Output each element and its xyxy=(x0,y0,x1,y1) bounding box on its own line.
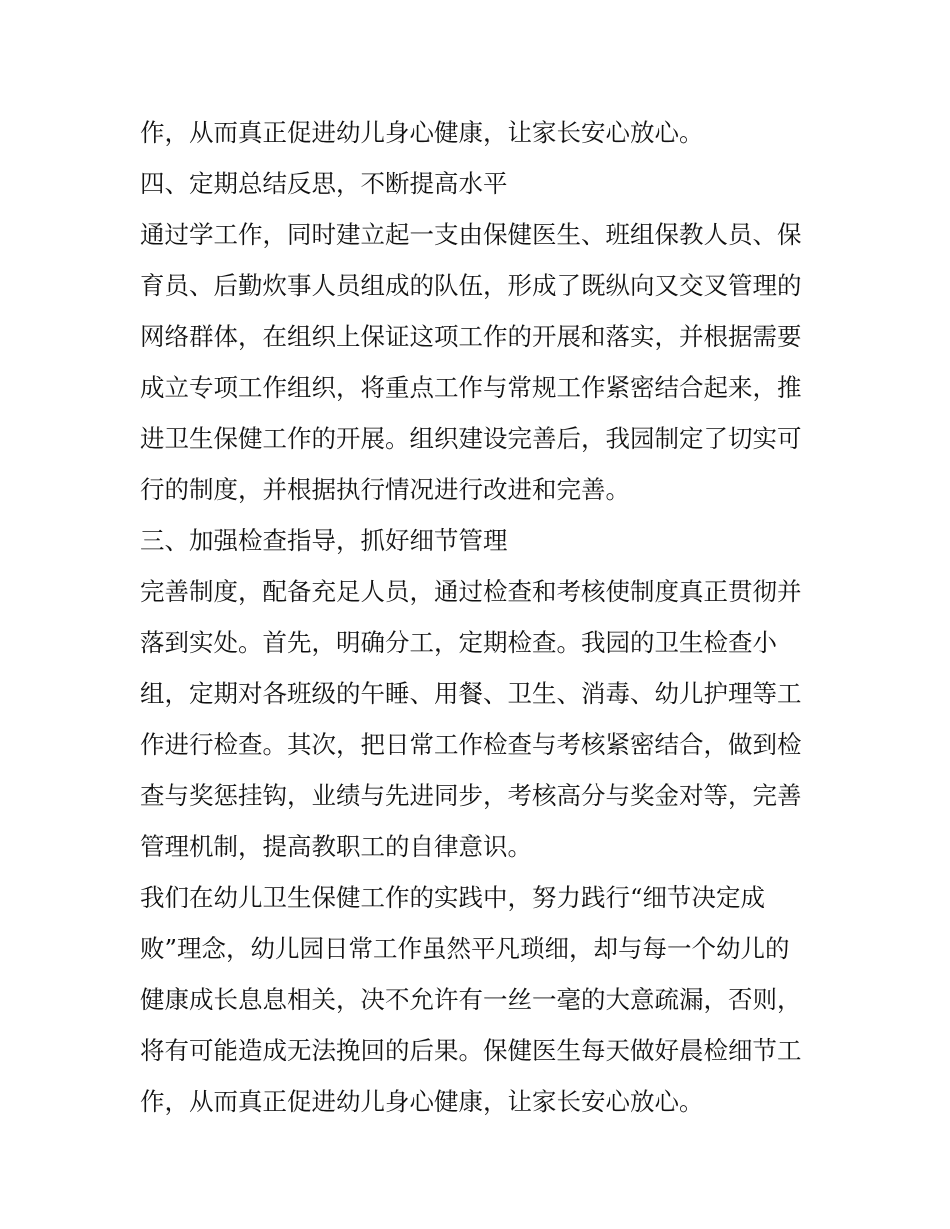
text-line: 查与奖惩挂钩，业绩与先进同步，考核高分与奖金对等，完善 xyxy=(140,781,802,810)
text-line: 作，从而真正促进幼儿身心健康，让家长安心放心。 xyxy=(140,118,704,147)
text-line: 管理机制，提高教职工的自律意识。 xyxy=(140,832,532,861)
text-line: 完善制度，配备充足人员，通过检查和考核使制度真正贯彻并 xyxy=(140,577,802,606)
body-text xyxy=(140,107,830,1127)
text-line: 落到实处。首先，明确分工，定期检查。我园的卫生检查小 xyxy=(140,628,777,657)
section-heading: 三、加强检查指导，抓好细节管理 xyxy=(140,526,508,555)
text-line: 组，定期对各班级的午睡、用餐、卫生、消毒、幼儿护理等工 xyxy=(140,679,802,708)
text-line: 行的制度，并根据执行情况进行改进和完善。 xyxy=(140,475,630,504)
text-line: 通过学工作，同时建立起一支由保健医生、班组保教人员、保 xyxy=(140,220,802,249)
text-line: 败”理念，幼儿园日常工作虽然平凡琐细，却与每一个幼儿的 xyxy=(140,934,790,963)
text-line: 作，从而真正促进幼儿身心健康，让家长安心放心。 xyxy=(140,1087,704,1116)
text-line: 我们在幼儿卫生保健工作的实践中，努力践行“细节决定成 xyxy=(140,883,766,912)
text-line: 育员、后勤炊事人员组成的队伍，形成了既纵向又交叉管理的 xyxy=(140,271,802,300)
text-line: 健康成长息息相关，决不允许有一丝一毫的大意疏漏，否则， xyxy=(140,985,802,1014)
text-line: 网络群体，在组织上保证这项工作的开展和落实，并根据需要 xyxy=(140,322,802,351)
text-line: 成立专项工作组织，将重点工作与常规工作紧密结合起来，推 xyxy=(140,373,802,402)
text-line: 进卫生保健工作的开展。组织建设完善后，我园制定了切实可 xyxy=(140,424,802,453)
text-line: 将有可能造成无法挽回的后果。保健医生每天做好晨检细节工 xyxy=(140,1036,802,1065)
text-line: 作进行检查。其次，把日常工作检查与考核紧密结合，做到检 xyxy=(140,730,802,759)
section-heading: 四、定期总结反思，不断提高水平 xyxy=(140,169,508,198)
